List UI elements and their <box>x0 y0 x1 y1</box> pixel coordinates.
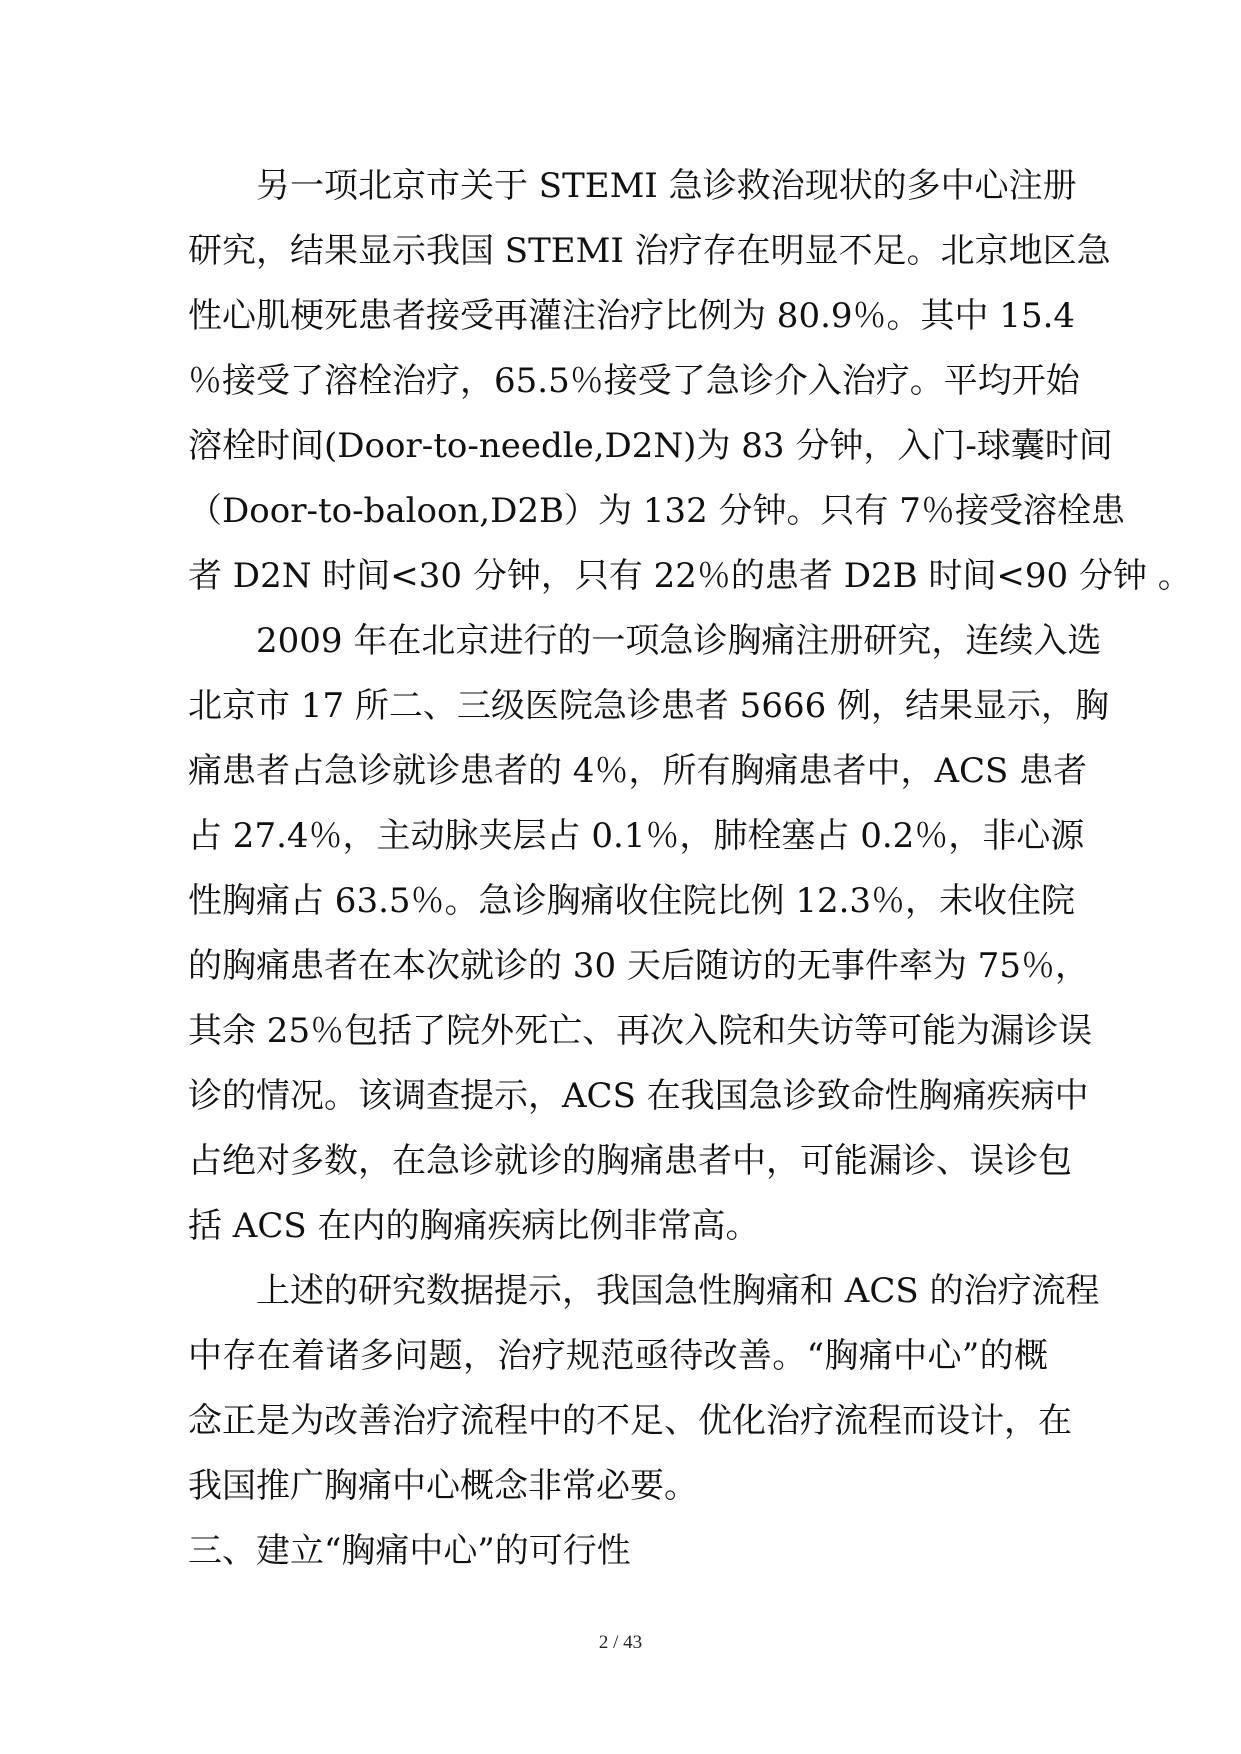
paragraph-line: 的胸痛患者在本次就诊的 30 天后随访的无事件率为 75％， <box>188 946 1089 986</box>
paragraph-line: ％接受了溶栓治疗，65.5％接受了急诊介入治疗。平均开始 <box>188 361 1080 401</box>
paragraph-conclusion <box>188 1259 1100 1519</box>
paragraph-line: 诊的情况。该调查提示，ACS 在我国急诊致命性胸痛疾病中 <box>188 1076 1089 1116</box>
paragraph-line: 括 ACS 在内的胸痛疾病比例非常高。 <box>188 1206 760 1246</box>
section-heading: 三、建立“胸痛中心”的可行性 <box>188 1531 631 1571</box>
paragraph-line: 痛患者占急诊就诊患者的 4％，所有胸痛患者中，ACS 患者 <box>188 751 1088 791</box>
paragraph-line: 2009 年在北京进行的一项急诊胸痛注册研究，连续入选 <box>256 621 1102 661</box>
paragraph-line: 占 27.4％，主动脉夹层占 0.1％，肺栓塞占 0.2％，非心源 <box>188 816 1085 856</box>
paragraph-line: 性心肌梗死患者接受再灌注治疗比例为 80.9％。其中 15.4 <box>188 296 1076 336</box>
paragraph-line: 念正是为改善治疗流程中的不足、优化治疗流程而设计，在 <box>188 1401 1072 1441</box>
paragraph-line: 北京市 17 所二、三级医院急诊患者 5666 例，结果显示，胸 <box>188 686 1110 726</box>
paragraph-line: （Door-to-baloon,D2B）为 132 分钟。只有 7％接受溶栓患 <box>188 491 1125 531</box>
paragraph-line: 另一项北京市关于 STEMI 急诊救治现状的多中心注册 <box>256 166 1077 206</box>
document-body <box>188 154 1192 1584</box>
page-number: 2 / 43 <box>598 1632 643 1653</box>
paragraph-line: 研究，结果显示我国 STEMI 治疗存在明显不足。北京地区急 <box>188 231 1111 271</box>
paragraph-chest-pain-registry <box>188 609 1110 1259</box>
paragraph-line: 者 D2N 时间<30 分钟，只有 22％的患者 D2B 时间<90 分钟 。 <box>188 556 1192 596</box>
paragraph-line: 性胸痛占 63.5％。急诊胸痛收住院比例 12.3％，未收住院 <box>188 881 1076 921</box>
paragraph-line: 上述的研究数据提示，我国急性胸痛和 ACS 的治疗流程 <box>256 1271 1100 1311</box>
paragraph-line: 中存在着诸多问题，治疗规范亟待改善。“胸痛中心”的概 <box>188 1336 1048 1376</box>
paragraph-line: 溶栓时间(Door-to-needle,D2N)为 83 分钟，入门-球囊时间 <box>188 426 1113 466</box>
paragraph-line: 其余 25％包括了院外死亡、再次入院和失访等可能为漏诊误 <box>188 1011 1093 1051</box>
paragraph-stemi-registry <box>188 154 1192 609</box>
paragraph-line: 占绝对多数，在急诊就诊的胸痛患者中，可能漏诊、误诊包 <box>188 1141 1072 1181</box>
paragraph-line: 我国推广胸痛中心概念非常必要。 <box>188 1466 698 1506</box>
